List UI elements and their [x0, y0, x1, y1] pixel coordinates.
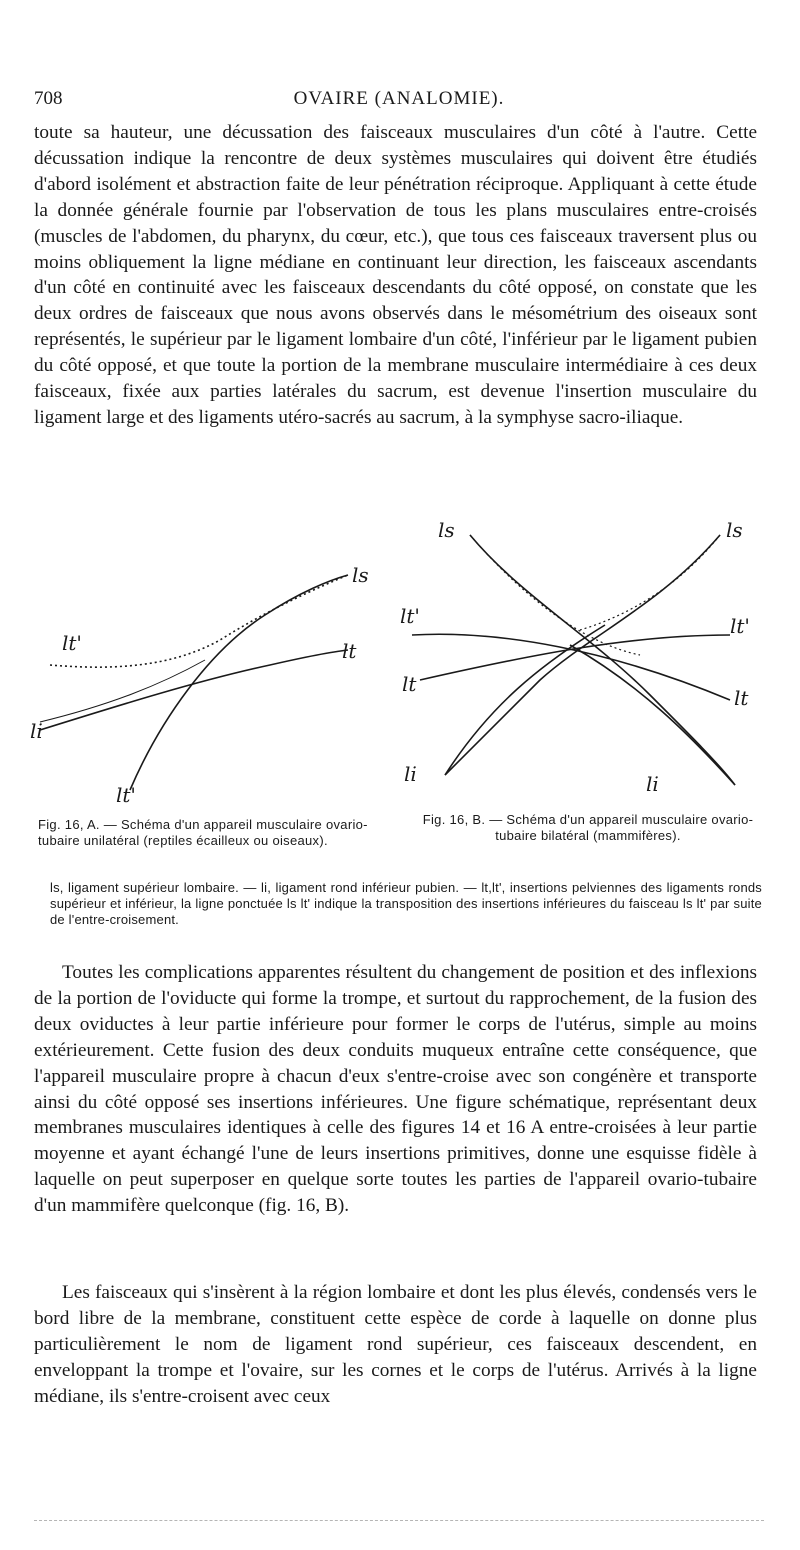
label-lt-prime-left: lt'	[62, 631, 82, 655]
bottom-rule	[34, 1520, 764, 1521]
ligament-ltprime-right-curve	[420, 635, 730, 680]
ligament-ltprime-ls-line	[130, 575, 348, 790]
ligament-ltprime-left-curve	[412, 634, 730, 700]
figure-16b-diagram	[390, 505, 770, 810]
label-ls: ls	[352, 563, 369, 587]
figure-legend: ls, ligament supérieur lombaire. — li, ligament rond inférieur pubien. — lt,lt', insertions pelviennes des ligaments ronds supérieur et inférieur, la ligne ponctuée ls lt' indique la transposition des insertions inférieures du faisceau ls lt' par suite de l'entre-croisement.	[50, 880, 762, 927]
label-ls-left: ls	[438, 518, 455, 542]
page-number: 708	[34, 88, 63, 109]
label-lt-prime-bottom: lt'	[116, 783, 136, 807]
label-lt-right: lt	[734, 686, 749, 710]
label-lt-prime-left: lt'	[400, 604, 420, 628]
page-header	[34, 88, 764, 114]
label-ls-right: ls	[726, 518, 743, 542]
body-paragraph-1: toute sa hauteur, une décussation des faisceaux musculaires d'un côté à l'autre. Cette décussation indique la rencontre de deux systèmes musculaires qui doivent être étudiés d'abord isolément et abstraction faite de leur pénétration réciproque. Appliquant à cette étude la donnée générale fournie par l'observation de tous les plans musculaires entre-croisés (muscles de l'abdomen, du pharynx, du cœur, etc.), que tous ces faisceaux traversent plus ou moins obliquement la ligne médiane en continuant leur direction, les faisceaux ascendants d'un côté en continuité avec les faisceaux descendants du côté opposé, on constate que les deux ordres de faisceaux que nous avons observés dans le mésométrium des oiseaux sont représentés, le supérieur par le ligament lombaire d'un côté, l'inférieur par le ligament pubien du côté opposé, et que toute la portion de la membrane musculaire intermédiaire à ces deux faisceaux, fixée aux parties latérales du sacrum, est devenue l'insertion musculaire du ligament large et des ligaments utéro-sacrés au sacrum, à la symphyse sacro-iliaque.	[34, 122, 757, 428]
body-paragraph-2: Toutes les complications apparentes résultent du changement de position et des inflexions de la portion de l'oviducte qui forme la trompe, et surtout du rapprochement, de la fusion des deux oviductes à leur partie inférieure pour former le corps de l'utérus, simple au moins extérieurement. Cette fusion des deux conduits muqueux entraîne cette conséquence, que l'appareil musculaire propre à chacun d'eux s'entre-croise avec son congénère et transporte ainsi du côté opposé ses insertions inférieures. Une figure schématique, représentant deux membranes musculaires identiques à celle des figures 14 et 16 A entre-croisées à leur partie moyenne et ayant échangé l'une de leurs insertions primitives, donne une esquisse fidèle à laquelle on peut superposer en quelque sorte toutes les parties de l'appareil ovario-tubaire d'un mammifère quelconque (fig. 16, B).	[34, 962, 757, 1217]
label-lt-prime-right: lt'	[730, 614, 750, 638]
label-lt-left: lt	[402, 672, 417, 696]
dotted-transposition-line	[50, 575, 348, 667]
label-li-right: li	[646, 772, 659, 796]
running-title: OVAIRE (ANALOMIE).	[293, 88, 505, 109]
ligament-li-lt-line	[40, 650, 348, 730]
figure-16a-diagram	[30, 540, 410, 810]
label-li: li	[30, 719, 43, 743]
figure-16b-caption: Fig. 16, B. — Schéma d'un appareil musculaire ovario-tubaire bilatéral (mammifères).	[422, 812, 754, 843]
ligament-li-right-line	[570, 645, 735, 785]
label-lt-right: lt	[342, 639, 357, 663]
label-li-left: li	[404, 762, 417, 786]
ligament-ls-right-curve	[445, 535, 720, 775]
figure-16a-caption: Fig. 16, A. — Schéma d'un appareil musculaire ovario-tubaire unilatéral (reptiles écailleux ou oiseaux).	[38, 817, 368, 848]
body-paragraph-3: Les faisceaux qui s'insèrent à la région lombaire et dont les plus élevés, condensés vers le bord libre de la membrane, constituent cette espèce de corde à laquelle on donne plus particulièrement le nom de ligament rond supérieur, ces faisceaux descendent, en enveloppant la trompe et l'ovaire, sur les cornes et le corps de l'utérus. Arrivés à la ligne médiane, ils s'entre-croisent avec ceux	[34, 1282, 757, 1407]
